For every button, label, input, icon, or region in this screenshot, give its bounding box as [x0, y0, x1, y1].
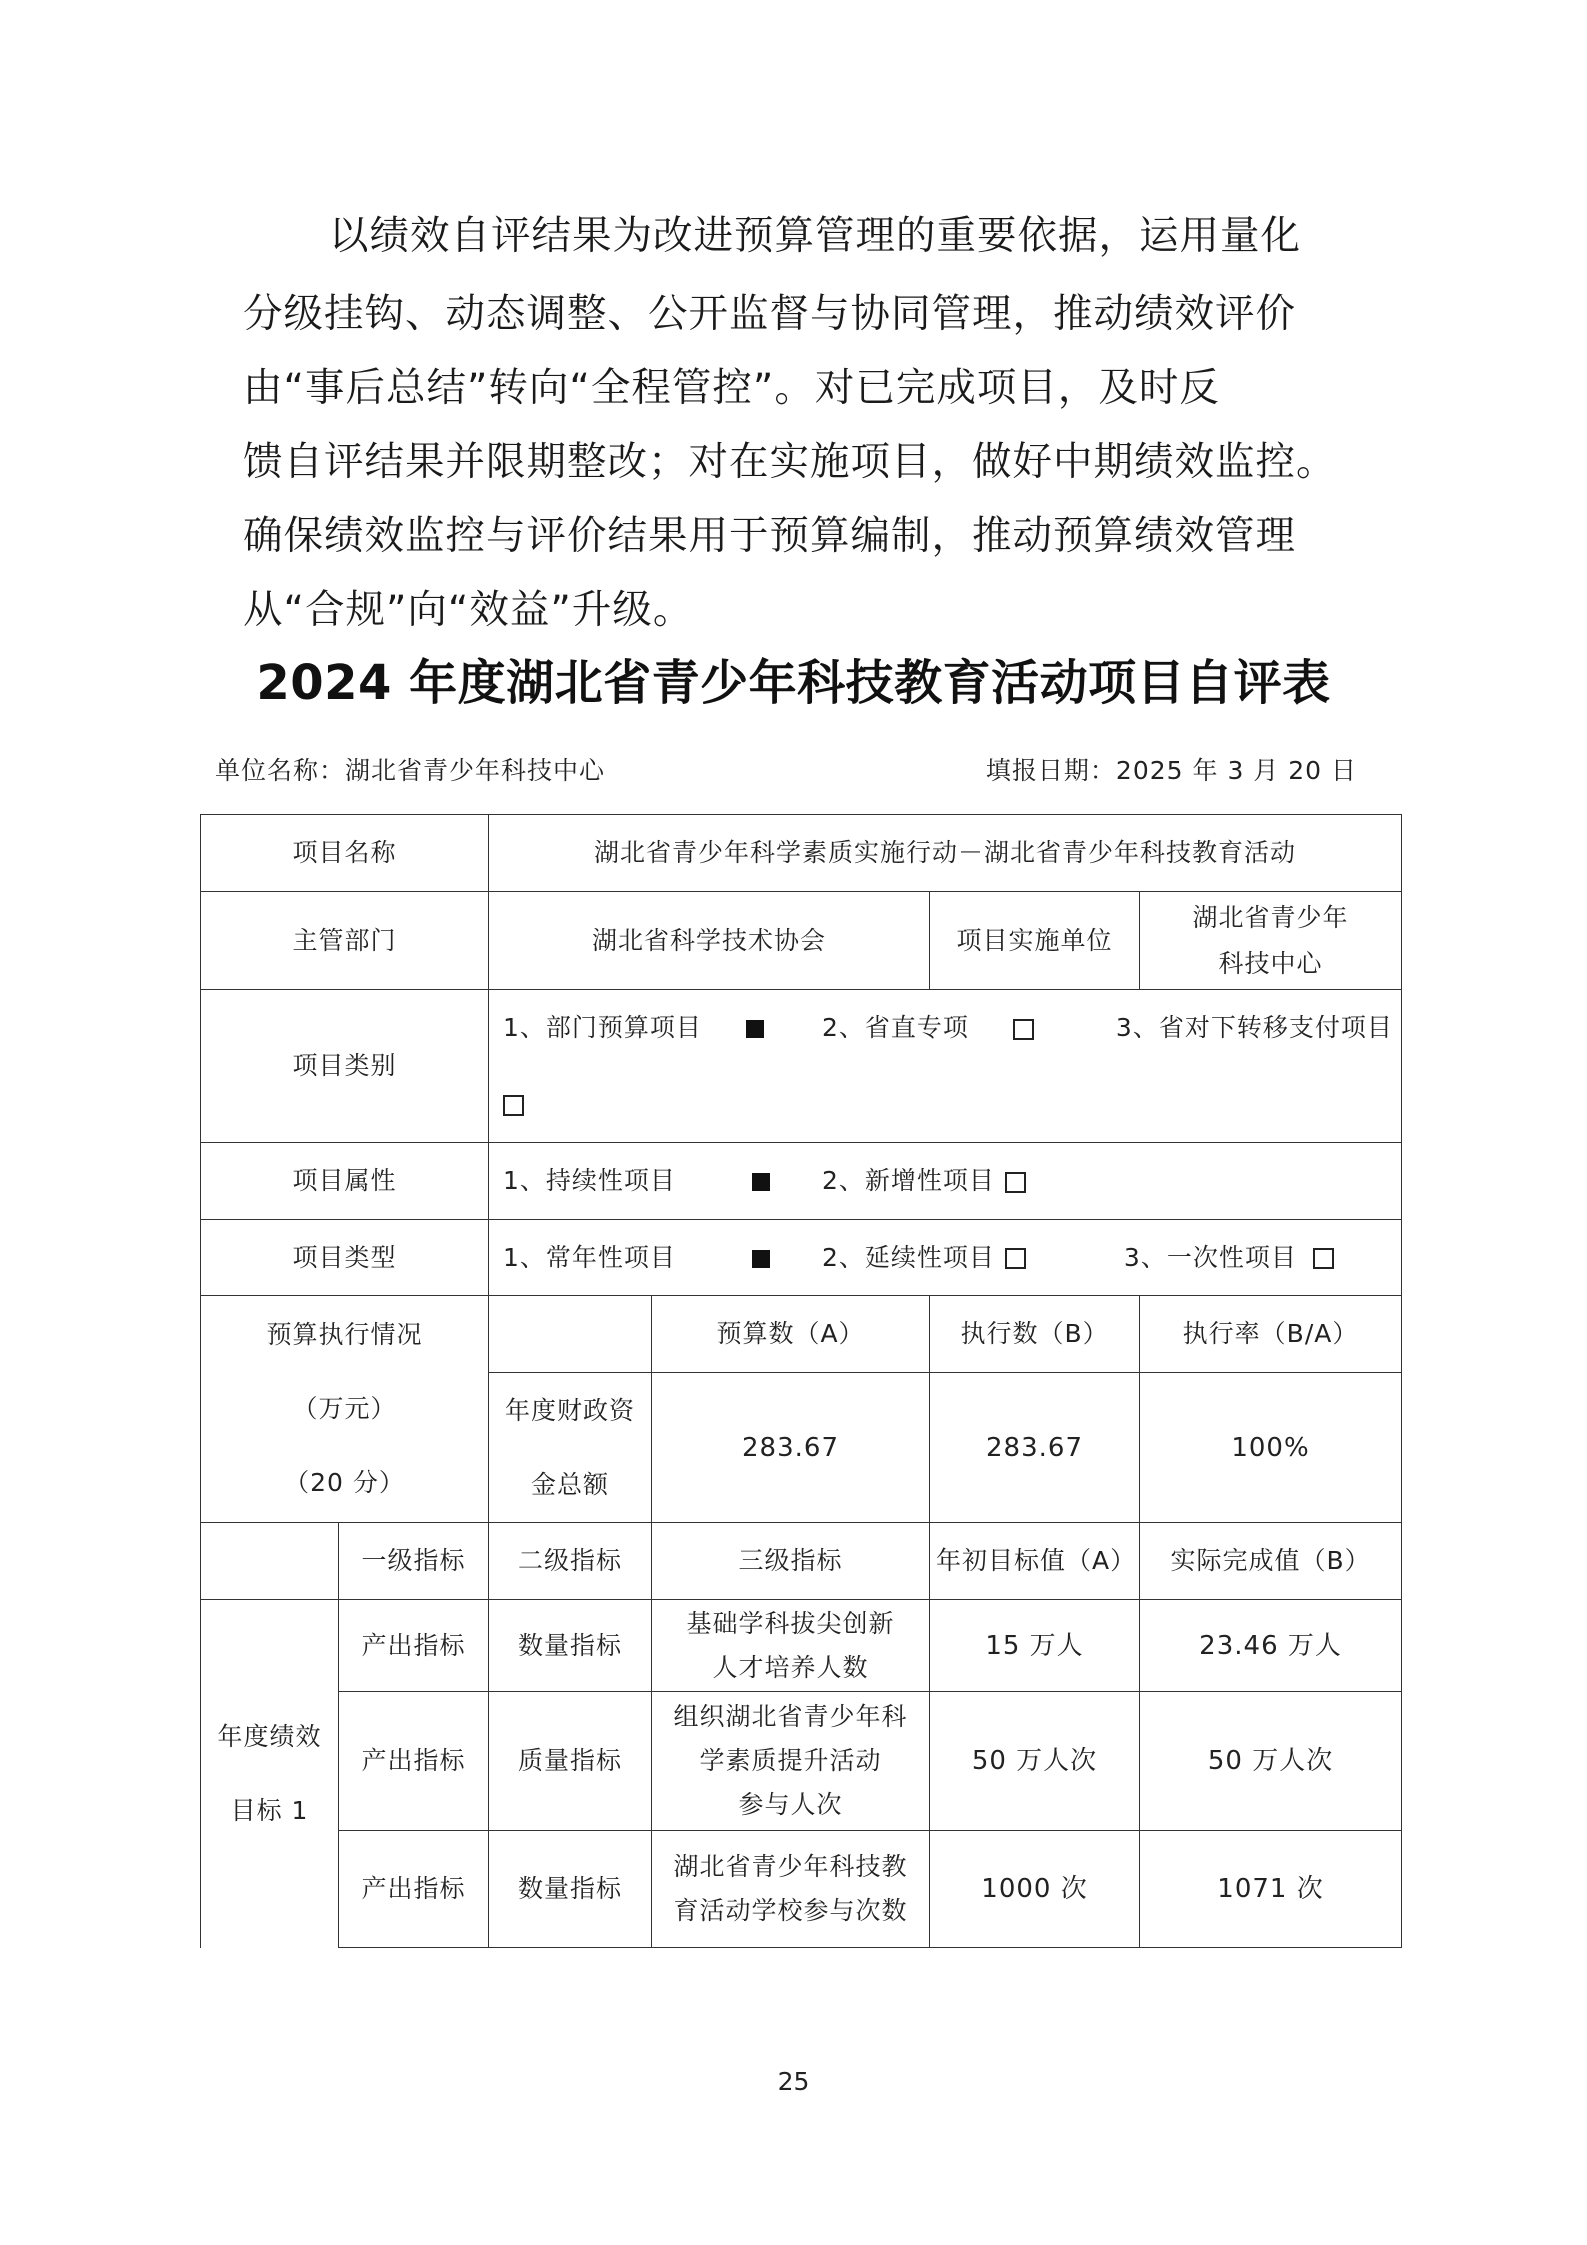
goal-label	[201, 1600, 339, 1948]
indicator-actual: 50 万人次	[1140, 1692, 1402, 1831]
table-row	[201, 815, 1402, 892]
indicator-actual: 23.46 万人	[1140, 1600, 1402, 1692]
indicator-line: 育活动学校参与次数	[673, 1896, 908, 1925]
body-paragraph	[243, 195, 1358, 647]
budget-label-line: （20 分）	[284, 1468, 405, 1497]
indicator-line: 组织湖北省青少年科	[673, 1702, 908, 1731]
indicator-target: 50 万人次	[930, 1692, 1140, 1831]
dept-value: 湖北省科学技术协会	[489, 892, 930, 990]
indicator-target: 1000 次	[930, 1831, 1140, 1948]
empty-cell	[201, 1523, 339, 1600]
impl-label: 项目实施单位	[930, 892, 1140, 990]
type-option[interactable]	[503, 1235, 813, 1281]
budget-label-line: 预算执行情况	[266, 1320, 423, 1349]
budget-col-b: 执行数（B）	[930, 1296, 1140, 1373]
paragraph-line: 从“合规”向“效益”升级。	[243, 587, 694, 633]
option-label: 2、延续性项目	[821, 1242, 995, 1272]
indicator-line: 学素质提升活动	[699, 1746, 882, 1775]
indicator-level3	[652, 1692, 930, 1831]
table-row	[201, 892, 1402, 990]
indicator-level1: 产出指标	[339, 1600, 489, 1692]
self-evaluation-table	[200, 814, 1402, 1948]
budget-col-rate: 执行率（B/A）	[1140, 1296, 1402, 1373]
option-label: 2、新增性项目	[821, 1166, 995, 1195]
indicator-level1: 产出指标	[339, 1692, 489, 1831]
table-row	[201, 1296, 1402, 1373]
table-row	[201, 990, 1402, 1143]
budget-label-line: （万元）	[292, 1394, 397, 1423]
header-level1: 一级指标	[339, 1523, 489, 1600]
table-row	[201, 1692, 1402, 1831]
budget-label	[201, 1296, 489, 1523]
type-label: 项目类型	[201, 1220, 489, 1296]
impl-value-line: 湖北省青少年	[1192, 902, 1349, 932]
paragraph-line: 以绩效自评结果为改进预算管理的重要依据，运用量化	[329, 213, 1301, 259]
attr-options	[489, 1143, 1402, 1220]
indicator-line: 基础学科拔尖创新	[686, 1608, 895, 1638]
category-label: 项目类别	[201, 990, 489, 1143]
indicator-level3	[652, 1831, 930, 1948]
indicator-level3	[652, 1600, 930, 1692]
option-label: 1、常年性项目	[503, 1242, 676, 1272]
category-options	[489, 990, 1402, 1143]
table-row	[201, 1831, 1402, 1948]
header-level2: 二级指标	[489, 1523, 652, 1600]
project-name-value: 湖北省青少年科学素质实施行动－湖北省青少年科技教育活动	[489, 815, 1402, 892]
table-title: 2024 年度湖北省青少年科技教育活动项目自评表	[256, 655, 1331, 711]
indicator-target: 15 万人	[930, 1600, 1140, 1692]
indicator-level2: 数量指标	[489, 1600, 652, 1692]
fill-date: 填报日期：2025 年 3 月 20 日	[985, 756, 1357, 785]
project-name-label: 项目名称	[201, 815, 489, 892]
option-label: 1、部门预算项目	[503, 1013, 702, 1042]
category-option[interactable]	[822, 990, 1107, 1066]
paragraph-line: 分级挂钩、动态调整、公开监督与协同管理，推动绩效评价	[243, 291, 1296, 337]
fund-label-line: 年度财政资	[505, 1395, 636, 1425]
page-number: 25	[777, 2067, 810, 2096]
paragraph-line: 馈自评结果并限期整改；对在实施项目，做好中期绩效监控。	[243, 439, 1337, 485]
impl-value	[1140, 892, 1402, 990]
checked-box-icon	[746, 1020, 764, 1038]
unchecked-box-icon	[1013, 1019, 1034, 1040]
option-label: 1、持续性项目	[503, 1166, 676, 1195]
unchecked-box-icon	[1005, 1248, 1026, 1269]
paragraph-line: 由“事后总结”转向“全程管控”。对已完成项目，及时反	[243, 365, 1220, 411]
indicator-line: 湖北省青少年科技教	[673, 1852, 908, 1881]
empty-cell	[489, 1296, 652, 1373]
unit-name: 单位名称：湖北省青少年科技中心	[215, 756, 606, 785]
attr-option[interactable]	[822, 1158, 1026, 1204]
indicator-level2: 数量指标	[489, 1831, 652, 1948]
indicator-level1: 产出指标	[339, 1831, 489, 1948]
type-option[interactable]	[822, 1235, 1115, 1281]
goal-label-line: 目标 1	[230, 1795, 309, 1825]
dept-label: 主管部门	[201, 892, 489, 990]
fund-label-line: 金总额	[531, 1469, 610, 1499]
budget-b-value: 283.67	[930, 1373, 1140, 1523]
unchecked-box-icon	[1313, 1248, 1334, 1269]
fund-label	[489, 1373, 652, 1523]
indicator-actual: 1071 次	[1140, 1831, 1402, 1948]
checked-box-icon	[752, 1250, 770, 1268]
impl-value-line: 科技中心	[1218, 948, 1323, 978]
type-option[interactable]	[1124, 1235, 1334, 1281]
budget-rate-value: 100%	[1140, 1373, 1402, 1523]
table-row	[201, 1600, 1402, 1692]
option-label: 3、一次性项目	[1123, 1242, 1297, 1272]
option-label: 3、省对下转移支付项目	[1115, 1013, 1393, 1042]
attr-option[interactable]	[503, 1158, 813, 1204]
unchecked-box-icon[interactable]	[503, 1095, 524, 1116]
unchecked-box-icon	[1005, 1172, 1026, 1193]
category-option[interactable]	[1116, 990, 1393, 1066]
header-level3: 三级指标	[652, 1523, 930, 1600]
paragraph-line: 确保绩效监控与评价结果用于预算编制，推动预算绩效管理	[243, 513, 1296, 559]
attr-label: 项目属性	[201, 1143, 489, 1220]
table-row	[201, 1523, 1402, 1600]
budget-col-a: 预算数（A）	[652, 1296, 930, 1373]
indicator-line: 参与人次	[738, 1790, 843, 1819]
budget-a-value: 283.67	[652, 1373, 930, 1523]
option-label: 2、省直专项	[821, 1013, 969, 1042]
table-row	[201, 1143, 1402, 1220]
header-target: 年初目标值（A）	[930, 1523, 1140, 1600]
header-actual: 实际完成值（B）	[1140, 1523, 1402, 1600]
goal-label-line: 年度绩效	[217, 1721, 322, 1751]
table-row	[201, 1220, 1402, 1296]
checked-box-icon	[752, 1173, 770, 1191]
indicator-line: 人才培养人数	[712, 1652, 869, 1682]
type-options	[489, 1220, 1402, 1296]
indicator-level2: 质量指标	[489, 1692, 652, 1831]
category-option[interactable]	[503, 990, 813, 1066]
